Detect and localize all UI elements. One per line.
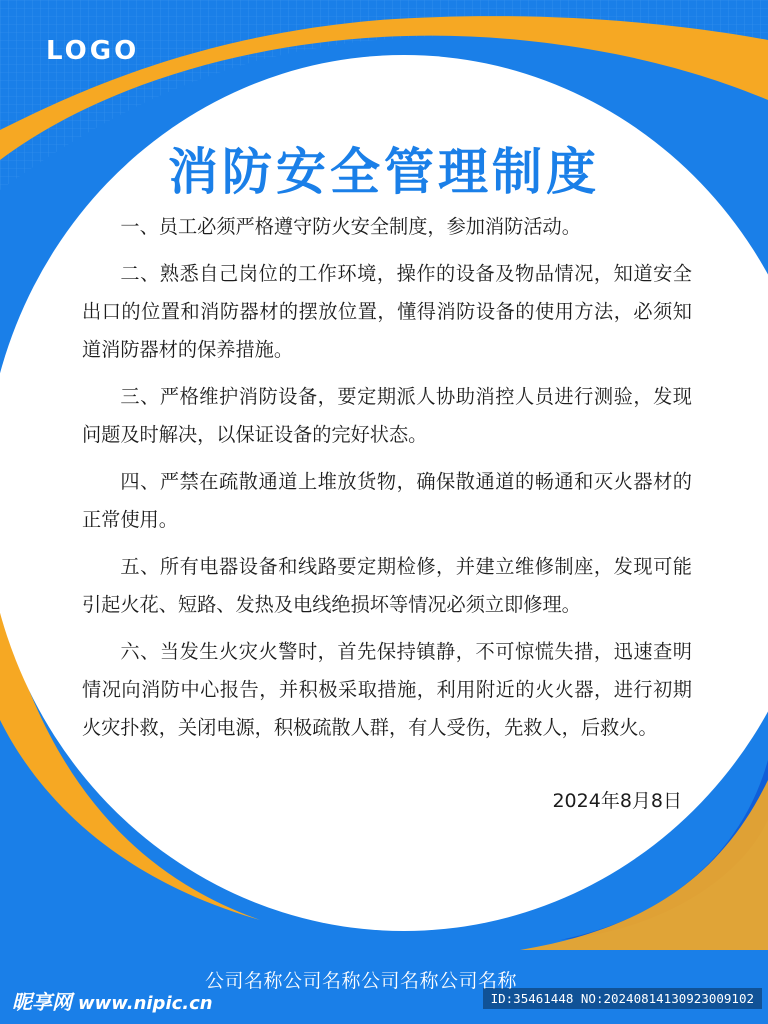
- logo-text: LOGO: [46, 36, 140, 66]
- watermark-brand-text: 昵享网: [12, 990, 72, 1014]
- watermark-brand: [12, 986, 213, 1015]
- regulation-body: [82, 208, 692, 756]
- regulation-item-6: 六、当发生火灾火警时，首先保持镇静，不可惊慌失措，迅速查明情况向消防中心报告，并积极采取措施，利用附近的火火器，进行初期火灾扑救，关闭电源，积极疏散人群，有人受伤，先救人，后救火。: [82, 640, 692, 739]
- regulation-item-4: 四、严禁在疏散通道上堆放货物，确保散通道的畅通和灭火器材的正常使用。: [82, 470, 692, 531]
- regulation-item-5: 五、所有电器设备和线路要定期检修，并建立维修制座，发现可能引起火花、短路、发热及电线绝损坏等情况必须立即修理。: [82, 555, 692, 616]
- company-name: 公司名称公司名称公司名称公司名称: [205, 970, 518, 992]
- regulation-item-3: 三、严格维护消防设备，要定期派人协助消控人员进行测验，发现问题及时解决，以保证设备的完好状态。: [82, 385, 692, 446]
- document-date: 2024年8月8日: [552, 790, 682, 812]
- watermark-id: ID:35461448 NO:20240814130923009102: [483, 988, 762, 1009]
- regulation-item-1: 一、员工必须严格遵守防火安全制度，参加消防活动。: [120, 215, 581, 238]
- page-title: 消防安全管理制度: [168, 143, 600, 201]
- regulation-item-2: 二、熟悉自己岗位的工作环境，操作的设备及物品情况，知道安全出口的位置和消防器材的摆放位置，懂得消防设备的使用方法，必须知道消防器材的保养措施。: [82, 262, 692, 361]
- watermark-site: www.nipic.cn: [78, 993, 213, 1014]
